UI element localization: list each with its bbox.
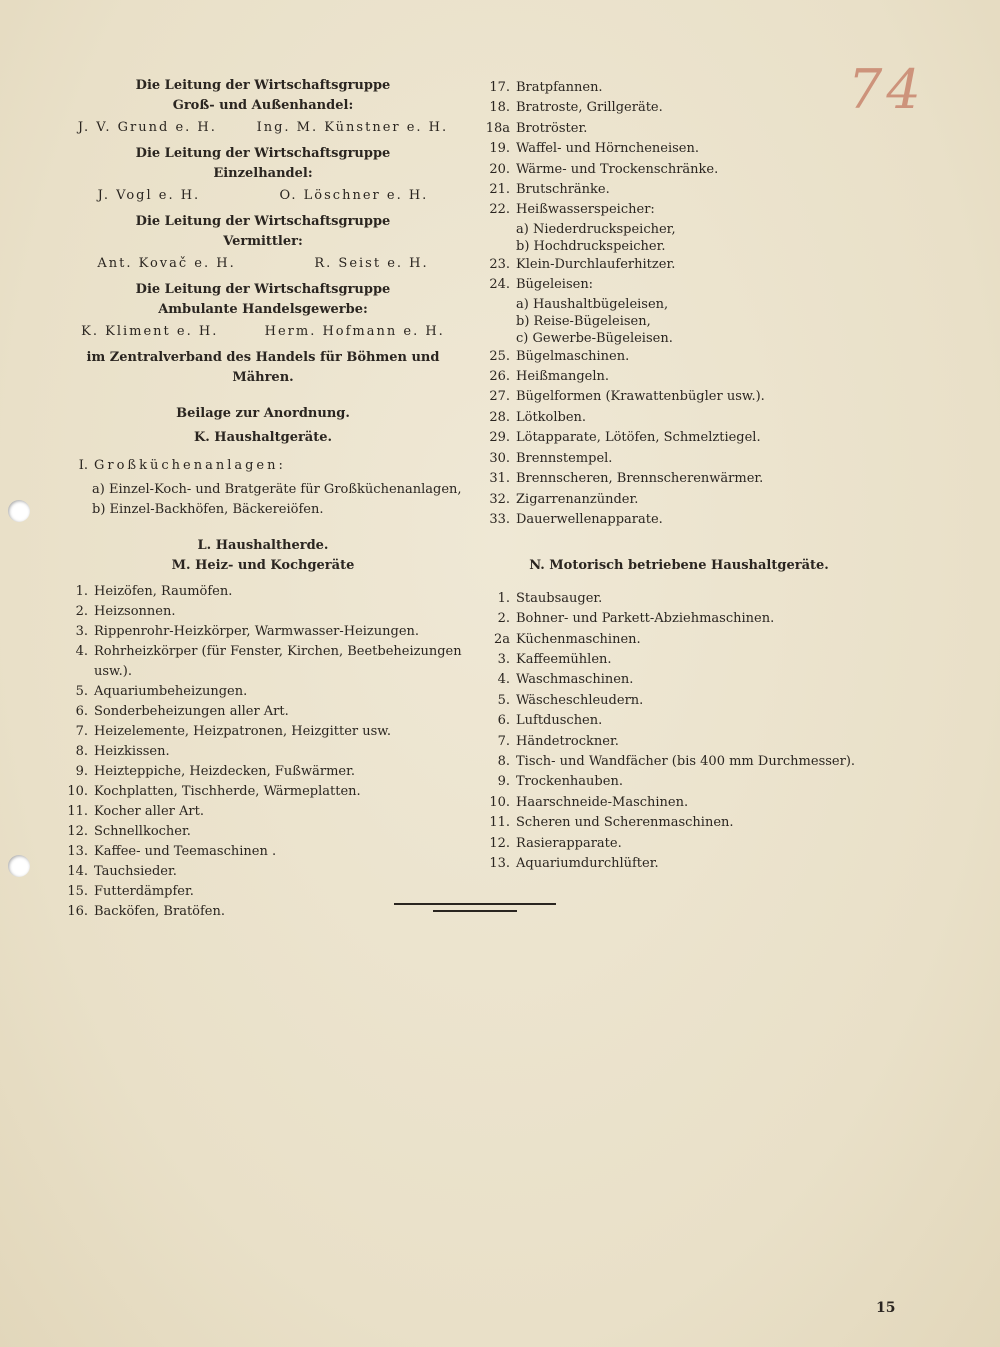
list-item	[484, 367, 874, 387]
item-number: 26.	[489, 369, 510, 385]
list-item	[484, 589, 874, 609]
item-number: 20.	[489, 161, 510, 177]
item-text: Luftduschen.	[516, 713, 603, 729]
item-text: Backöfen, Bratöfen.	[94, 904, 226, 919]
sub-item: c) Gewerbe-Bügeleisen.	[516, 330, 673, 346]
item-number: 28.	[489, 409, 510, 425]
list-item	[484, 469, 874, 489]
closing-rule	[394, 903, 556, 905]
central-association-line: im Zentralverband des Handels für Böhmen und Mähren.	[86, 350, 440, 385]
list-item	[484, 732, 874, 752]
signature: R. Seist e. H.	[314, 256, 429, 271]
item-number: 9.	[75, 764, 88, 779]
item-22-sublist	[484, 221, 874, 255]
item-number: 2.	[497, 611, 510, 627]
item-text: Waffel- und Hörncheneisen.	[516, 141, 699, 157]
item-text: Tauchsieder.	[94, 864, 177, 879]
list-item	[484, 347, 874, 367]
item-number: 21.	[489, 182, 510, 198]
list-item	[484, 813, 874, 833]
list-item	[484, 119, 874, 139]
board-ambulante	[58, 280, 468, 342]
item-text: Kochplatten, Tischherde, Wärmeplatten.	[94, 784, 361, 799]
list-item	[58, 902, 468, 922]
list-item	[58, 822, 468, 842]
item-number: 11.	[489, 815, 510, 831]
item-text: Aquariumbeheizungen.	[94, 684, 248, 699]
sub-item: a) Haushaltbügeleisen,	[516, 296, 669, 312]
item-number: 14.	[67, 864, 88, 879]
annex-heading: Beilage zur Anordnung.	[176, 406, 350, 421]
item-text: Haarschneide-Maschinen.	[516, 794, 689, 810]
item-number: 18a	[485, 120, 510, 136]
list-item	[484, 255, 874, 275]
list-item	[484, 609, 874, 629]
item-text: Rasierapparate.	[516, 835, 622, 851]
list-item	[484, 510, 874, 530]
sub-item: b) Hochdruckspeicher.	[516, 238, 666, 254]
list-item	[58, 742, 468, 762]
item-number: 2.	[75, 604, 88, 619]
item-number: 11.	[67, 804, 88, 819]
signature: Herm. Hofmann e. H.	[264, 324, 445, 339]
section-n-heading: N. Motorisch betriebene Haushaltgeräte.	[529, 558, 829, 574]
punch-hole	[8, 855, 30, 877]
punch-hole	[8, 500, 30, 522]
section-m-list-continued	[484, 78, 874, 221]
item-text: Großküchenanlagen:	[94, 458, 286, 473]
item-text: Rippenrohr-Heizkörper, Warmwasser-Heizungen.	[94, 624, 420, 639]
item-text: Bügeleisen:	[516, 277, 594, 293]
item-text: Klein-Durchlauferhitzer.	[516, 256, 676, 272]
item-text: Wärme- und Trockenschränke.	[516, 161, 719, 177]
item-text: Lötapparate, Lötöfen, Schmelztiegel.	[516, 430, 761, 446]
item-number: 13.	[489, 856, 510, 871]
section-m-heading: M. Heiz- und Kochgeräte	[171, 558, 355, 573]
item-text: Kocher aller Art.	[94, 804, 204, 819]
signature: Ant. Kovač e. H.	[97, 256, 236, 271]
item-number: 17.	[489, 80, 510, 95]
list-item	[484, 752, 874, 772]
item-text: Heißwasserspeicher:	[516, 202, 655, 218]
signature: K. Kliment e. H.	[81, 324, 219, 339]
list-item	[484, 793, 874, 813]
list-item	[58, 802, 468, 822]
item-text: Bratroste, Grillgeräte.	[516, 100, 663, 116]
list-item	[484, 630, 874, 650]
item-text: Bügelformen (Krawattenbügler usw.).	[516, 389, 765, 405]
item-text: Brotröster.	[516, 120, 588, 136]
list-item	[484, 650, 874, 670]
item-text: Rohrheizkörper (für Fenster, Kirchen, Beetbeheizungen usw.).	[94, 644, 462, 679]
list-item	[58, 602, 468, 622]
section-m-list-continued	[484, 255, 874, 296]
board-vermittler	[58, 212, 468, 274]
list-item	[484, 180, 874, 200]
signatures	[58, 254, 468, 274]
item-text: Bügelmaschinen.	[516, 348, 630, 364]
item-24-sublist	[484, 296, 874, 347]
board-title: Die Leitung der Wirtschaftsgruppe	[135, 282, 391, 297]
board-title: Die Leitung der Wirtschaftsgruppe	[135, 214, 391, 229]
list-item	[58, 782, 468, 802]
item-text: Futterdämpfer.	[94, 884, 194, 899]
item-number: 8.	[75, 744, 88, 759]
item-number: 24.	[489, 277, 510, 293]
list-item	[58, 842, 468, 862]
list-item	[484, 490, 874, 510]
item-number: I.	[78, 458, 88, 473]
item-text: Tisch- und Wandfächer (bis 400 mm Durchmesser).	[516, 753, 856, 769]
item-number: 12.	[489, 835, 510, 851]
item-number: 27.	[489, 389, 510, 405]
signatures	[58, 118, 468, 138]
list-item	[484, 78, 874, 98]
list-item	[484, 670, 874, 690]
sub-item: b) Reise-Bügeleisen,	[516, 313, 651, 329]
list-item	[484, 139, 874, 159]
list-item	[484, 98, 874, 118]
item-text: Kaffeemühlen.	[516, 651, 612, 667]
board-subtitle: Vermittler:	[223, 234, 303, 249]
board-gross-aussenhandel	[58, 76, 468, 138]
signature: O. Löschner e. H.	[279, 188, 429, 203]
list-item	[484, 408, 874, 428]
item-number: 6.	[75, 704, 88, 719]
item-number: 3.	[75, 624, 88, 639]
item-text: Lötkolben.	[516, 409, 587, 425]
item-number: 10.	[67, 784, 88, 799]
list-item	[58, 762, 468, 782]
section-m-list-continued	[484, 347, 874, 531]
list-item	[484, 834, 874, 854]
item-text: Heizöfen, Raumöfen.	[94, 584, 233, 599]
list-item	[484, 711, 874, 731]
item-text: Händetrockner.	[516, 733, 619, 749]
right-column	[484, 78, 874, 874]
item-number: 1.	[497, 590, 510, 606]
item-number: 3.	[497, 651, 510, 667]
item-text: Heizteppiche, Heizdecken, Fußwärmer.	[94, 764, 356, 779]
board-title: Die Leitung der Wirtschaftsgruppe	[135, 146, 391, 161]
list-item	[484, 772, 874, 792]
item-number: 15.	[67, 884, 88, 899]
item-number: 33.	[489, 511, 510, 527]
item-text: Heizkissen.	[94, 744, 170, 759]
section-l-heading: L. Haushaltherde.	[197, 538, 329, 553]
signatures	[58, 322, 468, 342]
list-item	[484, 854, 874, 874]
item-text: Brennstempel.	[516, 450, 613, 466]
item-number: 32.	[489, 491, 510, 507]
item-number: 4.	[497, 672, 510, 688]
item-text: Bratpfannen.	[516, 80, 603, 95]
list-item	[58, 582, 468, 602]
sub-item: b) Einzel-Backhöfen, Bäckereiöfen.	[92, 502, 324, 517]
board-einzelhandel	[58, 144, 468, 206]
closing-rule-short	[433, 910, 517, 912]
item-text: Küchenmaschinen.	[516, 631, 641, 647]
list-item	[484, 160, 874, 180]
item-number: 18.	[489, 100, 510, 116]
item-number: 22.	[489, 202, 510, 218]
list-item	[58, 682, 468, 702]
signatures	[58, 186, 468, 206]
item-text: Bohner- und Parkett-Abziehmaschinen.	[516, 611, 775, 627]
item-text: Kaffee- und Teemaschinen .	[94, 844, 277, 859]
signature: J. Vogl e. H.	[97, 188, 201, 203]
item-text: Wäscheschleudern.	[516, 692, 644, 708]
item-text: Schnellkocher.	[94, 824, 191, 839]
item-number: 19.	[489, 141, 510, 157]
list-item	[58, 722, 468, 742]
section-n-list	[484, 589, 874, 875]
list-item	[484, 387, 874, 407]
list-item	[58, 882, 468, 902]
list-item	[484, 449, 874, 469]
section-k-heading: K. Haushaltgeräte.	[193, 430, 333, 445]
list-item	[484, 428, 874, 448]
item-number: 16.	[67, 904, 88, 919]
item-number: 5.	[497, 692, 510, 708]
item-text: Zigarrenanzünder.	[516, 491, 639, 507]
item-number: 29.	[489, 430, 510, 446]
section-m-list	[58, 582, 468, 922]
list-item	[58, 456, 468, 476]
sub-item: a) Niederdruckspeicher,	[516, 221, 676, 237]
item-number: 8.	[497, 753, 510, 769]
board-title: Die Leitung der Wirtschaftsgruppe	[135, 78, 391, 93]
board-subtitle: Einzelhandel:	[213, 166, 313, 181]
list-item	[58, 622, 468, 642]
item-number: 13.	[67, 844, 88, 859]
item-number: 5.	[75, 684, 88, 699]
board-subtitle: Groß- und Außenhandel:	[172, 98, 354, 113]
item-number: 31.	[489, 471, 510, 487]
item-number: 12.	[67, 824, 88, 839]
sub-item: a) Einzel-Koch- und Bratgeräte für Großküchenanlagen,	[92, 482, 462, 497]
list-item	[58, 642, 468, 682]
item-number: 1.	[75, 584, 88, 599]
item-number: 25.	[489, 348, 510, 364]
item-text: Heizsonnen.	[94, 604, 176, 619]
item-text: Waschmaschinen.	[516, 672, 634, 688]
page-number: 15	[876, 1300, 896, 1316]
item-number: 10.	[489, 794, 510, 810]
list-item	[484, 275, 874, 295]
item-text: Staubsauger.	[516, 590, 603, 606]
item-text: Scheren und Scherenmaschinen.	[516, 815, 734, 831]
item-text: Heißmangeln.	[516, 369, 609, 385]
item-number: 6.	[497, 713, 510, 729]
signature: Ing. M. Künstner e. H.	[256, 120, 449, 135]
item-text: Brutschränke.	[516, 182, 610, 198]
list-item	[58, 862, 468, 882]
list-item	[484, 691, 874, 711]
item-text: Heizelemente, Heizpatronen, Heizgitter usw.	[94, 724, 392, 739]
item-text: Sonderbeheizungen aller Art.	[94, 704, 289, 719]
item-number: 9.	[497, 774, 510, 790]
list-item	[484, 200, 874, 220]
item-text: Aquariumdurchlüfter.	[516, 856, 659, 871]
item-number: 7.	[497, 733, 510, 749]
item-text: Dauerwellenapparate.	[516, 511, 663, 527]
handwritten-folio-number: 74	[848, 58, 925, 121]
item-number: 23.	[489, 256, 510, 272]
item-text: Trockenhauben.	[516, 774, 623, 790]
item-number: 2a	[493, 631, 510, 647]
item-number: 30.	[489, 450, 510, 466]
item-number: 7.	[75, 724, 88, 739]
item-number: 4.	[75, 644, 88, 659]
board-subtitle: Ambulante Handelsgewerbe:	[158, 302, 368, 317]
item-text: Brennscheren, Brennscherenwärmer.	[516, 471, 764, 487]
left-column	[58, 76, 468, 922]
signature: J. V. Grund e. H.	[77, 120, 217, 135]
list-item	[58, 702, 468, 722]
